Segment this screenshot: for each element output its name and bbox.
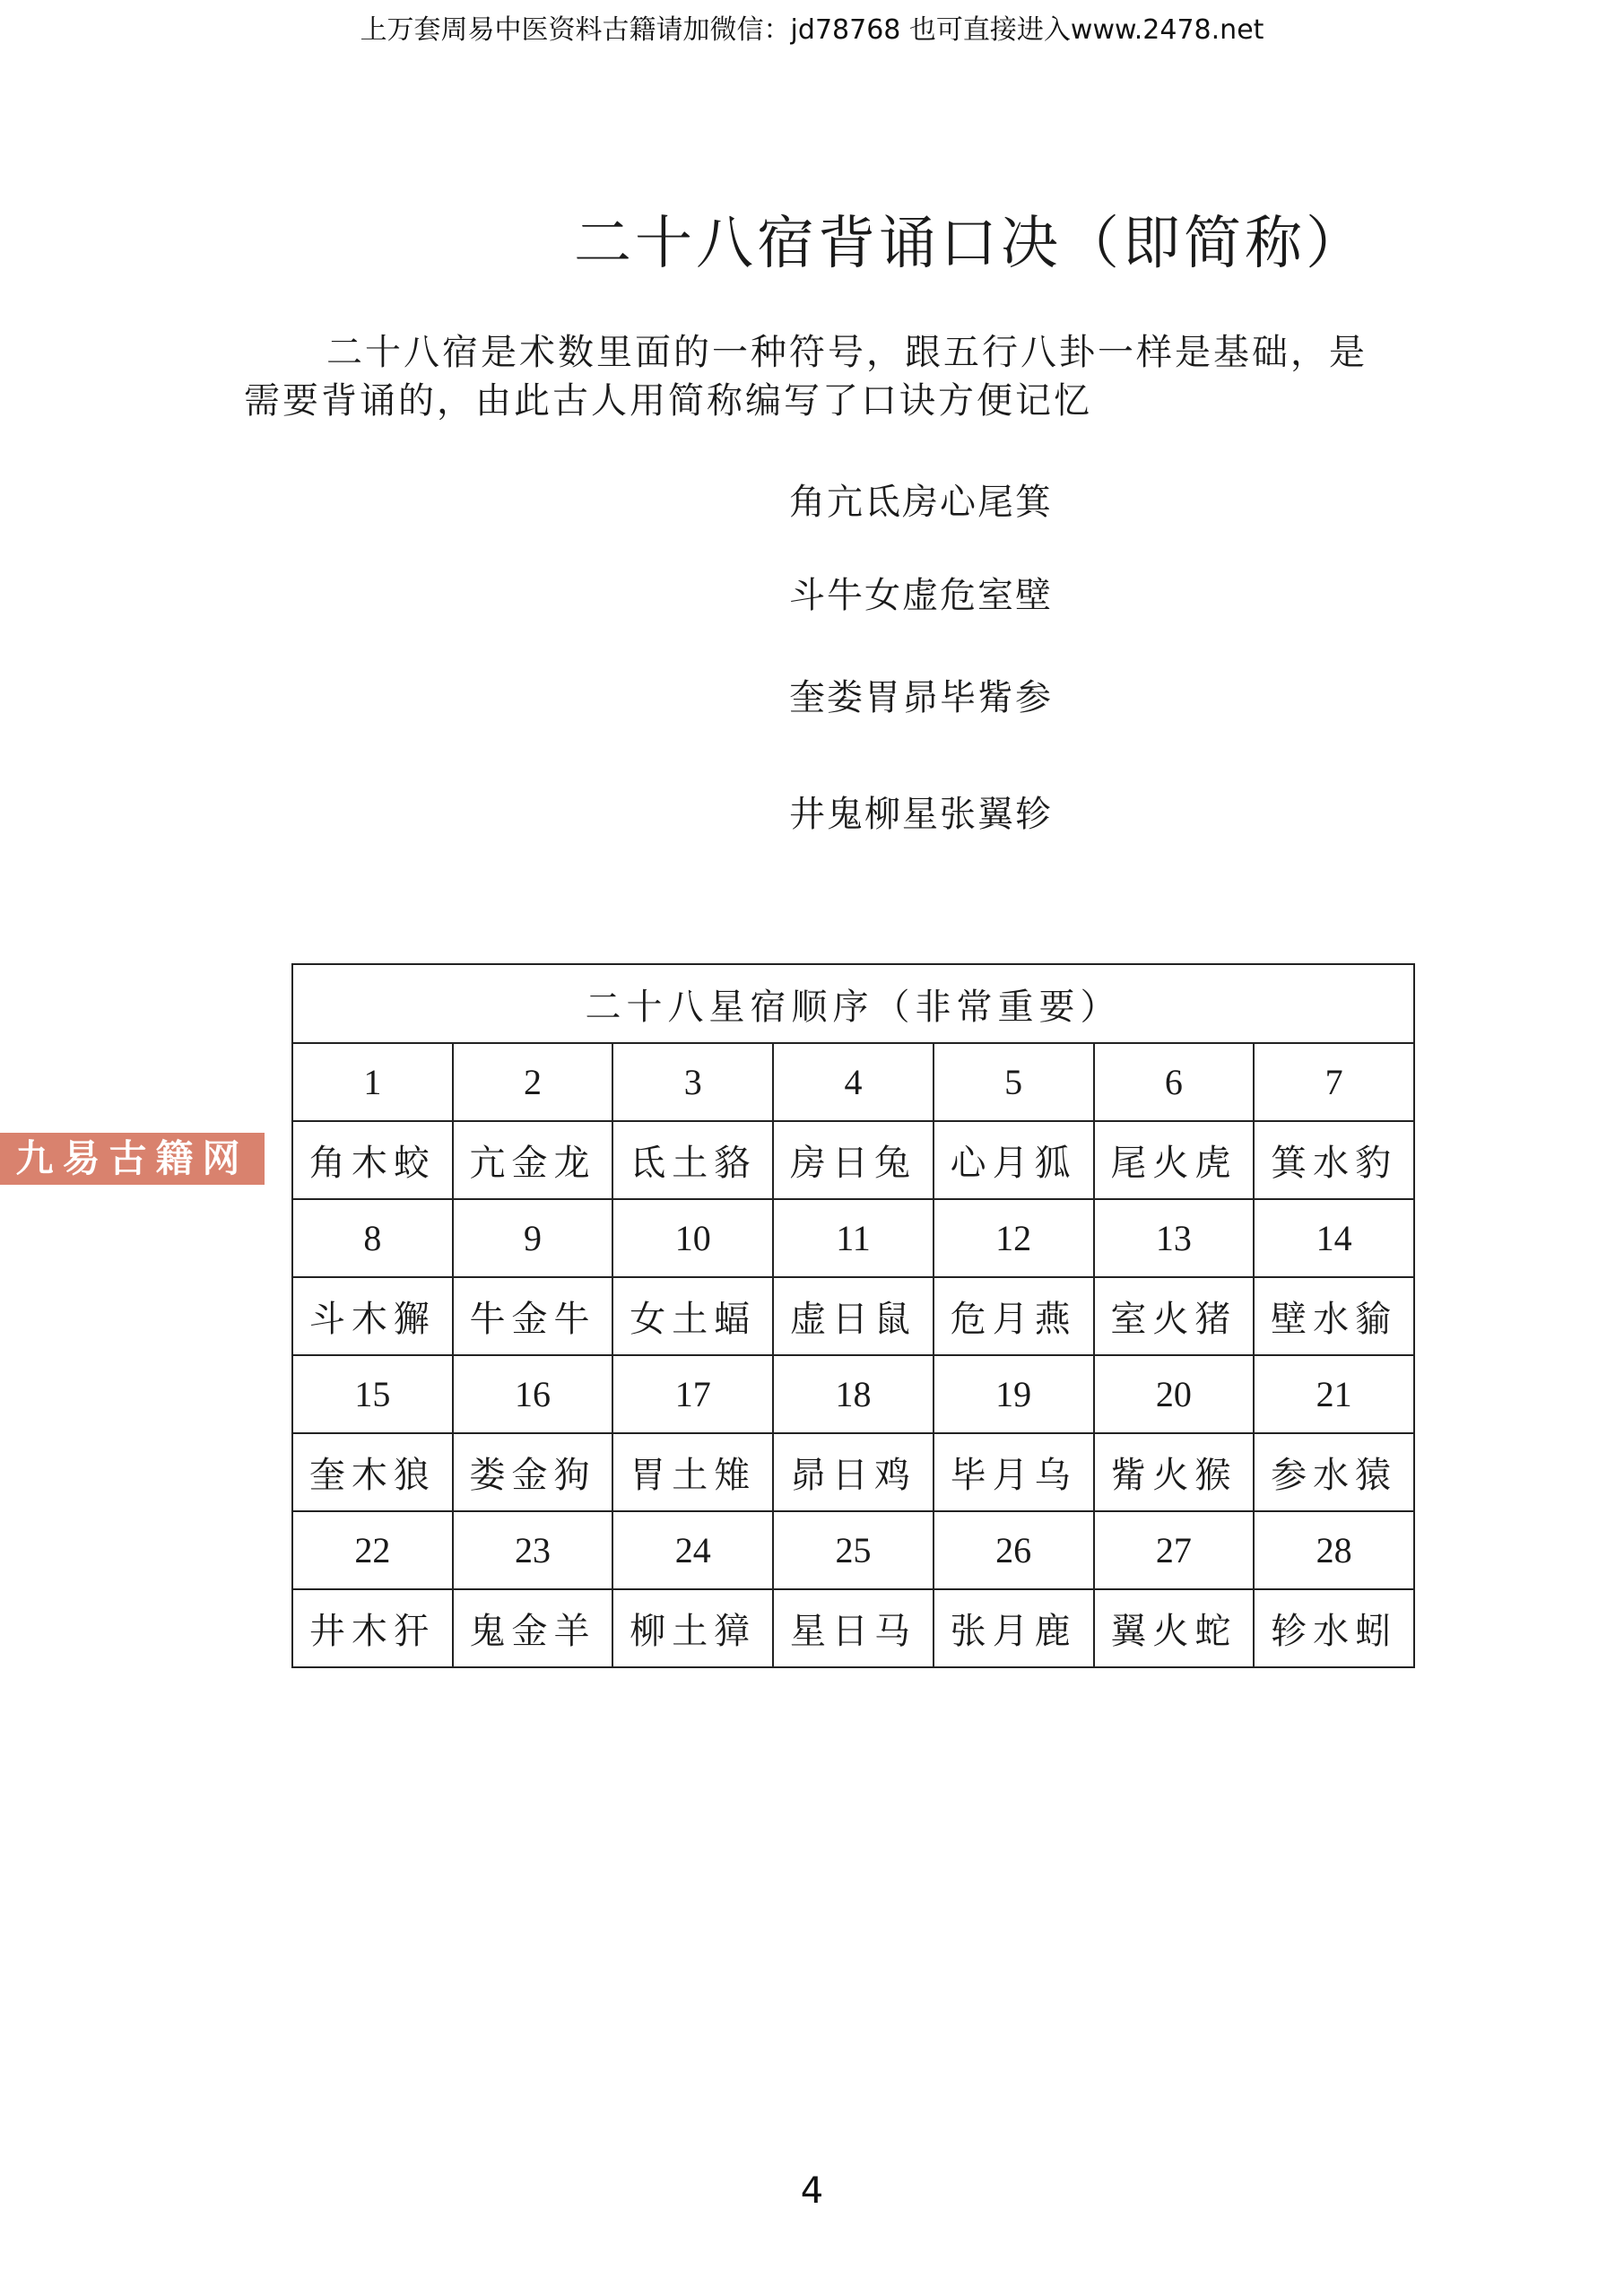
intro-line-2: 需要背诵的，由此古人用简称编写了口诀方便记忆: [244, 380, 1092, 422]
mansion-name: 胃土雉: [612, 1433, 773, 1511]
mansion-name: 张月鹿: [934, 1589, 1094, 1667]
mansion-name: 壁水貐: [1254, 1277, 1414, 1355]
table-caption: 二十八星宿顺序（非常重要）: [292, 964, 1414, 1043]
mansion-number: 5: [934, 1043, 1094, 1121]
mansion-number: 8: [292, 1199, 453, 1277]
mansion-name: 毕月乌: [934, 1433, 1094, 1511]
mansion-name: 奎木狼: [292, 1433, 453, 1511]
mansion-name: 室火猪: [1094, 1277, 1255, 1355]
mansion-name: 虚日鼠: [773, 1277, 934, 1355]
page-number: 4: [800, 2170, 824, 2212]
mansion-name: 星日马: [773, 1589, 934, 1667]
mansion-number: 15: [292, 1355, 453, 1433]
mansion-number: 10: [612, 1199, 773, 1277]
mansion-name: 亢金龙: [453, 1121, 613, 1199]
mansion-name: 女土蝠: [612, 1277, 773, 1355]
lunar-mansions-table: [291, 963, 1415, 1668]
mansion-number: 22: [292, 1511, 453, 1589]
mansion-number: 28: [1254, 1511, 1414, 1589]
mansion-name: 斗木獬: [292, 1277, 453, 1355]
name-row: [292, 1121, 1414, 1199]
name-row: [292, 1433, 1414, 1511]
number-row: [292, 1043, 1414, 1121]
mansion-number: 20: [1094, 1355, 1255, 1433]
mansion-number: 6: [1094, 1043, 1255, 1121]
verse-line-4: 井鬼柳星张翼轸: [789, 794, 1053, 835]
watermark-banner: 九易古籍网: [0, 1133, 265, 1185]
mansion-number: 17: [612, 1355, 773, 1433]
number-row: [292, 1355, 1414, 1433]
mansion-number: 26: [934, 1511, 1094, 1589]
verse-line-3: 奎娄胃昴毕觜参: [789, 677, 1053, 718]
mansion-number: 11: [773, 1199, 934, 1277]
mansion-number: 16: [453, 1355, 613, 1433]
mansion-number: 4: [773, 1043, 934, 1121]
page-title: 二十八宿背诵口决（即简称）: [574, 211, 1367, 277]
mansion-name: 鬼金羊: [453, 1589, 613, 1667]
mansion-number: 7: [1254, 1043, 1414, 1121]
mansion-number: 9: [453, 1199, 613, 1277]
mansion-name: 尾火虎: [1094, 1121, 1255, 1199]
mansion-number: 27: [1094, 1511, 1255, 1589]
intro-line-1: 二十八宿是术数里面的一种符号，跟五行八卦一样是基础，是: [326, 332, 1368, 373]
mansion-number: 3: [612, 1043, 773, 1121]
mansion-number: 19: [934, 1355, 1094, 1433]
mansion-number: 23: [453, 1511, 613, 1589]
verse-line-1: 角亢氐房心尾箕: [789, 482, 1053, 523]
header-note: 上万套周易中医资料古籍请加微信：jd78768 也可直接进入www.2478.net: [360, 14, 1264, 46]
mansion-name: 危月燕: [934, 1277, 1094, 1355]
mansion-number: 2: [453, 1043, 613, 1121]
mansion-number: 1: [292, 1043, 453, 1121]
mansion-number: 12: [934, 1199, 1094, 1277]
mansion-number: 21: [1254, 1355, 1414, 1433]
mansion-name: 牛金牛: [453, 1277, 613, 1355]
mansion-name: 氐土貉: [612, 1121, 773, 1199]
verse-line-2: 斗牛女虚危室壁: [789, 575, 1053, 616]
mansion-name: 柳土獐: [612, 1589, 773, 1667]
name-row: [292, 1589, 1414, 1667]
name-row: [292, 1277, 1414, 1355]
mansion-name: 翼火蛇: [1094, 1589, 1255, 1667]
number-row: [292, 1199, 1414, 1277]
mansion-number: 24: [612, 1511, 773, 1589]
intro-paragraph: [244, 328, 1410, 425]
mansion-name: 角木蛟: [292, 1121, 453, 1199]
mansion-number: 25: [773, 1511, 934, 1589]
mansion-name: 昴日鸡: [773, 1433, 934, 1511]
mansion-name: 井木犴: [292, 1589, 453, 1667]
mansion-name: 参水猿: [1254, 1433, 1414, 1511]
mansion-name: 觜火猴: [1094, 1433, 1255, 1511]
number-row: [292, 1511, 1414, 1589]
mansion-number: 14: [1254, 1199, 1414, 1277]
mansion-name: 心月狐: [934, 1121, 1094, 1199]
mansion-number: 18: [773, 1355, 934, 1433]
mansion-name: 轸水蚓: [1254, 1589, 1414, 1667]
mansion-number: 13: [1094, 1199, 1255, 1277]
mansion-name: 箕水豹: [1254, 1121, 1414, 1199]
mansion-name: 娄金狗: [453, 1433, 613, 1511]
mansion-name: 房日兔: [773, 1121, 934, 1199]
